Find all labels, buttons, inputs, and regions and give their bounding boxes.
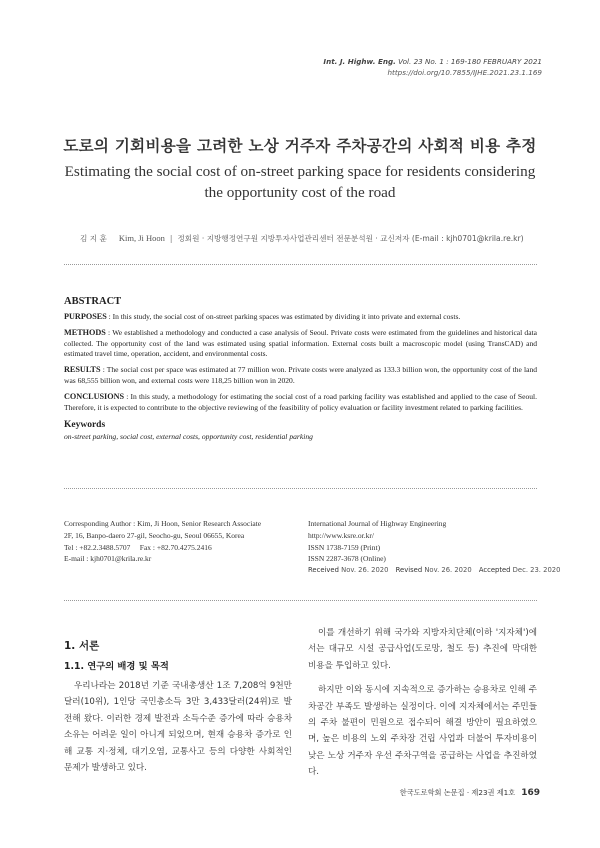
abstract-purposes (64, 312, 537, 323)
author-name-english: Kim, Ji Hoon (118, 233, 165, 243)
revised-date: Nov. 26. 2020 (424, 566, 472, 575)
doi-link[interactable]: https://doi.org/10.7855/IJHE.2021.23.1.169 (387, 68, 542, 77)
corr-author: Corresponding Author : Kim, Ji Hoon, Senior Research Associate (64, 519, 262, 528)
methods-text: : We established a methodology and conducted a case analysis of Seoul. Private costs were estimated from the guidelines and historical data collected. The opportunity cost of the land was estimated using spatial information. External costs built a macroscopic model (using TransCAD) and estimated travel time, operation, accident, and environmental costs. (64, 327, 537, 359)
journal-info-url[interactable]: http://www.ksre.or.kr/ (308, 530, 374, 540)
received-label: Received (308, 566, 339, 575)
issn-print: ISSN 1738-7159 (Print) (308, 542, 381, 552)
revised-label: Revised (395, 566, 423, 575)
methods-label: METHODS (64, 327, 106, 337)
abstract-section (64, 296, 537, 443)
author-separator: | (169, 234, 173, 243)
page-number: 169 (521, 788, 540, 798)
conclusions-label: CONCLUSIONS (64, 391, 125, 401)
body-paragraph: 하지만 이와 동시에 지속적으로 증가하는 승용차로 인해 주차공간 부족도 발생하는 실정이다. 이에 지자체에서는 주민들의 주차 불편이 민원으로 접수되어 해결 방안이 필요하였으며, 높은 비용의 노외 주차장 건립 사업과 더불어 투자비용이 낮은 노상 거주자 우선 주차구역을 공급하는 사업을 추진하였다. (308, 685, 537, 778)
title-english: Estimating the social cost of on-street parking space for residents considering the opportunity cost of the road (64, 163, 536, 201)
purposes-label: PURPOSES (64, 312, 107, 321)
body-paragraph: 이를 개선하기 위해 국가와 지방자치단체(이하 '지자체')에서는 대규모 시설 공급사업(도로망, 철도 등) 추진에 막대한 비용을 투입하고 있다. (308, 628, 537, 671)
volume-info: Vol. 23 No. 1 : 169-180 FEBRUARY 2021 (398, 57, 542, 66)
journal-info-name: International Journal of Highway Engineering (308, 519, 447, 528)
abstract-heading: ABSTRACT (64, 296, 122, 307)
keywords-heading: Keywords (64, 420, 106, 431)
divider-middle (64, 488, 537, 489)
correspondence-block (64, 518, 261, 565)
title-korean: 도로의 기회비용을 고려한 노상 거주자 주차공간의 사회적 비용 추정 (63, 137, 537, 155)
abstract-results (64, 365, 537, 387)
conclusions-text: : In this study, a methodology for estimating the social cost of a road parking facility was established and applied to the case of Seoul. Therefore, it is expected to contribute to the objective reviewing of the feasibility of policy evaluation or facility investment related to parking facilities. (64, 391, 537, 412)
section-heading-1-1: 1.1. 연구의 배경 및 목적 (64, 661, 169, 672)
results-label: RESULTS (64, 365, 101, 375)
keywords-list: on-street parking, social cost, external costs, opportunity cost, residential parking (64, 432, 313, 442)
footer-journal: 한국도로학회 논문집 · 제23권 제1호 (399, 788, 516, 797)
corr-phone: Tel : +82.2.3488.5707 Fax : +82.70.4275.2416 (64, 542, 212, 552)
issn-online: ISSN 2287-3678 (Online) (308, 554, 386, 564)
submission-dates (308, 565, 565, 577)
body-paragraph: 우리나라는 2018년 기준 국내총생산 1조 7,208억 9천만 달러(10위), 1인당 국민총소득 3만 3,433달러(24위)로 발전해 왔다. 이러한 경제 발전과 소득수준 증가에 따라 승용차 소유는 어려운 일이 아니게 되었으며, 현재 승용차 증가로 인해 교통 지·정체, 대기오염, 교통사고 등의 다양한 사회적인 문제가 발생하고 있다. (64, 681, 292, 774)
author-affiliation: 정회원 · 지방행정연구원 지방투자사업관리센터 전문분석원 · 교신저자 (E-mail : kjh0701@krila.re.kr) (177, 234, 524, 243)
author-name-korean: 김 지 훈 (80, 234, 107, 243)
accepted-label: Accepted (478, 566, 511, 575)
divider-bottom (64, 600, 537, 601)
received-date: Nov. 26. 2020 (341, 566, 389, 575)
page-footer (400, 788, 540, 798)
abstract-conclusions (64, 392, 537, 414)
corr-address: 2F, 16, Banpo-daero 27-gil, Seocho-gu, Seoul 06655, Korea (64, 530, 245, 540)
body-left-column (64, 678, 292, 776)
author-line (80, 233, 524, 244)
body-right-column (308, 625, 537, 781)
journal-info-block (308, 518, 565, 577)
accepted-date: Dec. 23. 2020 (512, 566, 561, 575)
purposes-text: : In this study, the social cost of on-street parking spaces was estimated by dividing it into private and external costs. (106, 312, 461, 321)
abstract-methods (64, 328, 537, 360)
divider-top (64, 264, 537, 265)
corr-email[interactable]: E-mail : kjh0701@krila.re.kr (64, 554, 152, 564)
journal-header (323, 56, 542, 78)
results-text: : The social cost per space was estimated at 77 million won. Private costs were analyzed as 133.3 billion won, the opportunity cost of the land was 68,555 billion won, and external costs were 118,25 billion won in 2020. (64, 365, 537, 385)
section-heading-1: 1. 서론 (64, 640, 100, 652)
journal-name: Int. J. Highw. Eng. (323, 57, 396, 66)
